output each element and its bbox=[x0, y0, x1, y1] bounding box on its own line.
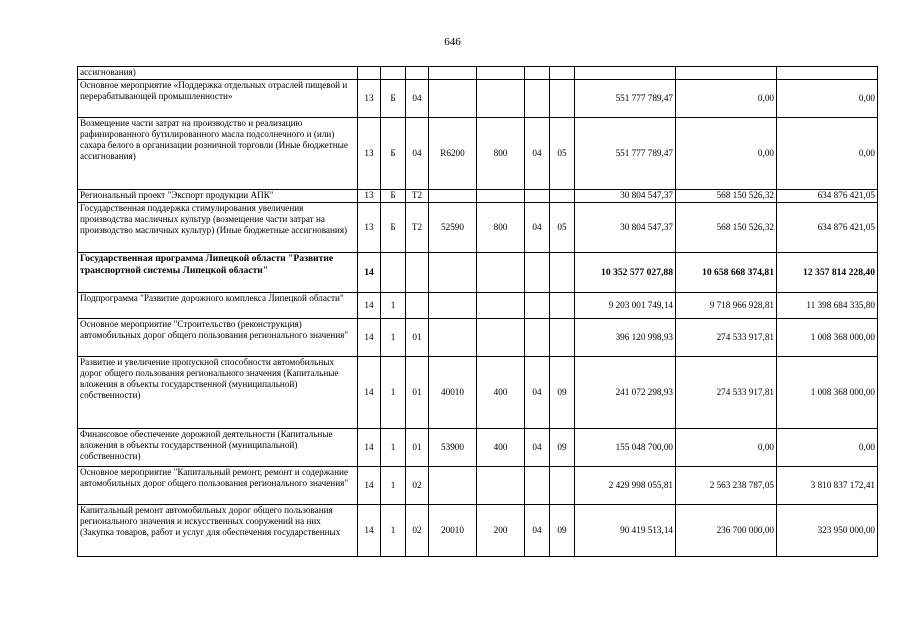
amount-year3-cell: 11 398 684 335,80 bbox=[777, 293, 878, 319]
program-code-cell: 14 bbox=[358, 505, 381, 557]
amount-year2-cell: 236 700 000,00 bbox=[676, 505, 777, 557]
program-code-cell: 14 bbox=[358, 429, 381, 467]
amount-year2-cell: 9 718 966 928,81 bbox=[676, 293, 777, 319]
direction-code-cell bbox=[429, 319, 477, 357]
direction-code-cell bbox=[429, 80, 477, 118]
amount-year3-cell: 12 357 814 228,40 bbox=[777, 253, 878, 293]
subsection-cell: 05 bbox=[550, 203, 575, 253]
program-code-cell: 13 bbox=[358, 190, 381, 203]
event-code-cell: T2 bbox=[406, 190, 429, 203]
subsection-cell bbox=[550, 293, 575, 319]
subsection-cell bbox=[550, 467, 575, 505]
event-code-cell bbox=[406, 67, 429, 80]
row-name-cell: Развитие и увеличение пропускной способности автомобильных дорог общего пользования регионального значения (Капитальные вложения в объекты государственной (муниципальной) собственности) bbox=[78, 357, 358, 429]
subsection-cell bbox=[550, 190, 575, 203]
table-row bbox=[78, 357, 878, 429]
table-row bbox=[78, 203, 878, 253]
budget-table bbox=[77, 66, 878, 557]
section-cell: 04 bbox=[525, 505, 550, 557]
table-body bbox=[78, 67, 878, 557]
subprogram-code-cell: 1 bbox=[381, 319, 406, 357]
amount-year2-cell: 568 150 526,32 bbox=[676, 190, 777, 203]
expense-type-cell: 200 bbox=[477, 505, 525, 557]
expense-type-cell bbox=[477, 319, 525, 357]
amount-year1-cell bbox=[575, 67, 676, 80]
direction-code-cell bbox=[429, 190, 477, 203]
table-row bbox=[78, 67, 878, 80]
program-code-cell bbox=[358, 67, 381, 80]
subsection-cell bbox=[550, 253, 575, 293]
amount-year1-cell: 30 804 547,37 bbox=[575, 203, 676, 253]
row-name-cell: Государственная программа Липецкой области "Развитие транспортной системы Липецкой области" bbox=[78, 253, 358, 293]
event-code-cell: 01 bbox=[406, 429, 429, 467]
table-row bbox=[78, 505, 878, 557]
row-name-cell: Региональный проект "Экспорт продукции АПК" bbox=[78, 190, 358, 203]
subprogram-code-cell: Б bbox=[381, 118, 406, 190]
subprogram-code-cell bbox=[381, 253, 406, 293]
amount-year1-cell: 396 120 998,93 bbox=[575, 319, 676, 357]
subprogram-code-cell: 1 bbox=[381, 293, 406, 319]
amount-year3-cell: 1 008 368 000,00 bbox=[777, 357, 878, 429]
amount-year1-cell: 2 429 998 055,81 bbox=[575, 467, 676, 505]
expense-type-cell: 400 bbox=[477, 357, 525, 429]
table-row bbox=[78, 467, 878, 505]
amount-year3-cell: 1 008 368 000,00 bbox=[777, 319, 878, 357]
table-row bbox=[78, 319, 878, 357]
amount-year3-cell: 323 950 000,00 bbox=[777, 505, 878, 557]
event-code-cell bbox=[406, 293, 429, 319]
amount-year1-cell: 551 777 789,47 bbox=[575, 80, 676, 118]
expense-type-cell bbox=[477, 293, 525, 319]
amount-year2-cell: 0,00 bbox=[676, 80, 777, 118]
section-cell bbox=[525, 80, 550, 118]
expense-type-cell: 800 bbox=[477, 118, 525, 190]
event-code-cell: 02 bbox=[406, 467, 429, 505]
row-name-cell: Капитальный ремонт автомобильных дорог общего пользования регионального значения и искусственных сооружений на них (Закупка товаров, работ и услуг для обеспечения государственных bbox=[78, 505, 358, 557]
expense-type-cell: 800 bbox=[477, 203, 525, 253]
program-code-cell: 14 bbox=[358, 467, 381, 505]
subsection-cell bbox=[550, 319, 575, 357]
subprogram-code-cell bbox=[381, 67, 406, 80]
section-cell: 04 bbox=[525, 203, 550, 253]
amount-year2-cell: 274 533 917,81 bbox=[676, 357, 777, 429]
direction-code-cell: R6200 bbox=[429, 118, 477, 190]
amount-year3-cell: 0,00 bbox=[777, 118, 878, 190]
event-code-cell bbox=[406, 253, 429, 293]
subsection-cell: 09 bbox=[550, 357, 575, 429]
table-row bbox=[78, 190, 878, 203]
subprogram-code-cell: Б bbox=[381, 80, 406, 118]
page-number: 646 bbox=[444, 36, 461, 48]
section-cell bbox=[525, 467, 550, 505]
row-name-cell: Основное мероприятие "Строительство (реконструкция) автомобильных дорог общего пользования регионального значения" bbox=[78, 319, 358, 357]
row-name-cell: Основное мероприятие «Поддержка отдельных отраслей пищевой и перерабатывающей промышленности» bbox=[78, 80, 358, 118]
program-code-cell: 14 bbox=[358, 319, 381, 357]
program-code-cell: 13 bbox=[358, 80, 381, 118]
amount-year1-cell: 90 419 513,14 bbox=[575, 505, 676, 557]
program-code-cell: 14 bbox=[358, 293, 381, 319]
row-name-cell: Финансовое обеспечение дорожной деятельности (Капитальные вложения в объекты государственной (муниципальной) собственности) bbox=[78, 429, 358, 467]
section-cell: 04 bbox=[525, 429, 550, 467]
event-code-cell: 04 bbox=[406, 80, 429, 118]
direction-code-cell bbox=[429, 67, 477, 80]
amount-year1-cell: 9 203 001 749,14 bbox=[575, 293, 676, 319]
section-cell bbox=[525, 190, 550, 203]
amount-year1-cell: 155 048 700,00 bbox=[575, 429, 676, 467]
amount-year2-cell: 2 563 238 787,05 bbox=[676, 467, 777, 505]
program-code-cell: 13 bbox=[358, 118, 381, 190]
amount-year2-cell: 274 533 917,81 bbox=[676, 319, 777, 357]
event-code-cell: 01 bbox=[406, 319, 429, 357]
direction-code-cell: 53900 bbox=[429, 429, 477, 467]
amount-year2-cell: 0,00 bbox=[676, 429, 777, 467]
event-code-cell: T2 bbox=[406, 203, 429, 253]
row-name-cell: Возмещение части затрат на производство и реализацию рафинированного бутилированного масла подсолнечного и (или) сахара белого в организации розничной торговли (Иные бюджетные ассигнования) bbox=[78, 118, 358, 190]
subprogram-code-cell: Б bbox=[381, 190, 406, 203]
amount-year2-cell: 10 658 668 374,81 bbox=[676, 253, 777, 293]
direction-code-cell bbox=[429, 253, 477, 293]
event-code-cell: 02 bbox=[406, 505, 429, 557]
section-cell bbox=[525, 253, 550, 293]
direction-code-cell: 52590 bbox=[429, 203, 477, 253]
expense-type-cell bbox=[477, 467, 525, 505]
program-code-cell: 13 bbox=[358, 203, 381, 253]
amount-year2-cell: 568 150 526,32 bbox=[676, 203, 777, 253]
row-name-cell: ассигнования) bbox=[78, 67, 358, 80]
table-row bbox=[78, 429, 878, 467]
section-cell: 04 bbox=[525, 118, 550, 190]
section-cell bbox=[525, 319, 550, 357]
amount-year3-cell bbox=[777, 67, 878, 80]
amount-year3-cell: 634 876 421,05 bbox=[777, 203, 878, 253]
expense-type-cell bbox=[477, 80, 525, 118]
event-code-cell: 01 bbox=[406, 357, 429, 429]
subprogram-code-cell: Б bbox=[381, 203, 406, 253]
expense-type-cell bbox=[477, 190, 525, 203]
subsection-cell: 09 bbox=[550, 505, 575, 557]
subsection-cell bbox=[550, 80, 575, 118]
event-code-cell: 04 bbox=[406, 118, 429, 190]
subsection-cell bbox=[550, 67, 575, 80]
program-code-cell: 14 bbox=[358, 253, 381, 293]
expense-type-cell: 400 bbox=[477, 429, 525, 467]
amount-year1-cell: 241 072 298,93 bbox=[575, 357, 676, 429]
row-name-cell: Государственная поддержка стимулирования увеличения производства масличных культур (возмещение части затрат на производство масличных культур) (Иные бюджетные ассигнования) bbox=[78, 203, 358, 253]
row-name-cell: Основное мероприятие "Капитальный ремонт, ремонт и содержание автомобильных дорог общего пользования регионального значения" bbox=[78, 467, 358, 505]
section-cell: 04 bbox=[525, 357, 550, 429]
amount-year1-cell: 10 352 577 027,88 bbox=[575, 253, 676, 293]
amount-year3-cell: 0,00 bbox=[777, 429, 878, 467]
row-name-cell: Подпрограмма "Развитие дорожного комплекса Липецкой области" bbox=[78, 293, 358, 319]
direction-code-cell: 40010 bbox=[429, 357, 477, 429]
direction-code-cell bbox=[429, 467, 477, 505]
amount-year1-cell: 30 804 547,37 bbox=[575, 190, 676, 203]
amount-year3-cell: 0,00 bbox=[777, 80, 878, 118]
amount-year3-cell: 634 876 421,05 bbox=[777, 190, 878, 203]
expense-type-cell bbox=[477, 253, 525, 293]
subprogram-code-cell: 1 bbox=[381, 467, 406, 505]
expense-type-cell bbox=[477, 67, 525, 80]
amount-year1-cell: 551 777 789,47 bbox=[575, 118, 676, 190]
subsection-cell: 09 bbox=[550, 429, 575, 467]
subprogram-code-cell: 1 bbox=[381, 357, 406, 429]
amount-year2-cell: 0,00 bbox=[676, 118, 777, 190]
amount-year2-cell bbox=[676, 67, 777, 80]
table-row bbox=[78, 293, 878, 319]
subprogram-code-cell: 1 bbox=[381, 429, 406, 467]
direction-code-cell bbox=[429, 293, 477, 319]
subsection-cell: 05 bbox=[550, 118, 575, 190]
program-code-cell: 14 bbox=[358, 357, 381, 429]
subprogram-code-cell: 1 bbox=[381, 505, 406, 557]
table-row bbox=[78, 253, 878, 293]
amount-year3-cell: 3 810 837 172,41 bbox=[777, 467, 878, 505]
table-row bbox=[78, 118, 878, 190]
section-cell bbox=[525, 293, 550, 319]
section-cell bbox=[525, 67, 550, 80]
direction-code-cell: 20010 bbox=[429, 505, 477, 557]
table-row bbox=[78, 80, 878, 118]
